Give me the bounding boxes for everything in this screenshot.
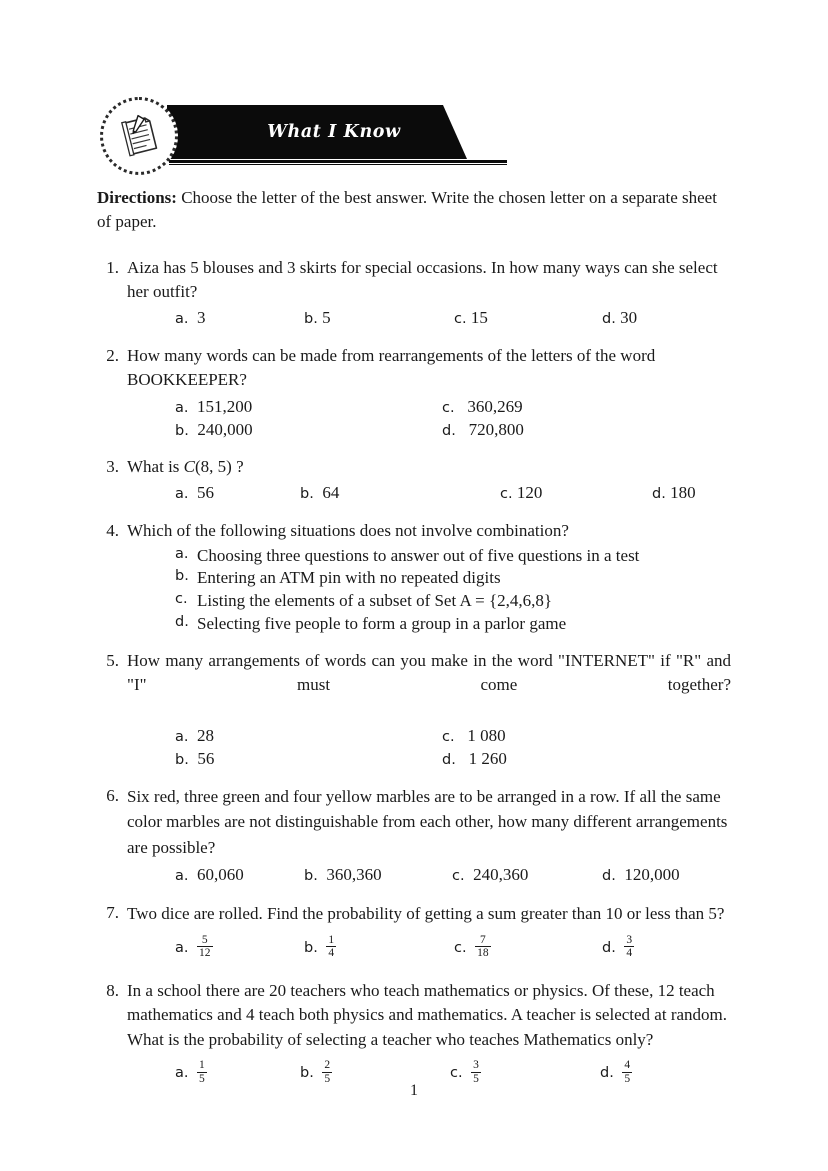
choice-label: d. <box>602 311 616 328</box>
notepad-pen-icon <box>100 97 178 175</box>
question-text: In a school there are 20 teachers who teach mathematics or physics. Of these, 12 teach mathematics and 4 teach both physics and mathematics. A teacher is selected at random. What is the probability of selecting a teacher who teaches Mathematics only? <box>127 980 727 1049</box>
choice-label: a. <box>175 545 189 562</box>
choice-group <box>97 724 731 771</box>
choice-value: 15 <box>470 308 488 328</box>
question-text <box>127 455 731 479</box>
choice-option[interactable] <box>304 863 382 888</box>
choice-option[interactable] <box>602 306 637 331</box>
choice-label: c. <box>454 939 467 956</box>
choice-group <box>97 863 731 887</box>
choice-value: 1 080 <box>467 725 506 745</box>
directions-text: Choose the letter of the best answer. Write the chosen letter on a separate sheet of paper. <box>97 188 717 232</box>
choice-label: b. <box>304 939 318 956</box>
choice-label: a. <box>175 939 189 956</box>
question-number: 7. <box>106 903 119 923</box>
choice-label: d. <box>442 422 456 439</box>
choice-value: Listing the elements of a subset of Set A = {2,4,6,8} <box>197 590 553 610</box>
choice-label: b. <box>300 485 314 502</box>
choice-option[interactable] <box>602 929 634 966</box>
question-item <box>97 979 731 1090</box>
choice-option[interactable] <box>97 545 731 568</box>
fraction-denominator: 12 <box>199 947 211 960</box>
choice-value: 240,000 <box>197 419 253 439</box>
choice-label: a. <box>175 868 189 885</box>
choice-option[interactable] <box>97 590 731 613</box>
choice-value: 60,060 <box>197 865 244 885</box>
question-number: 1. <box>106 258 119 277</box>
question-number: 5. <box>106 651 119 671</box>
choice-label: c. <box>452 868 465 885</box>
question-text: Six red, three green and four yellow marbles are to be arranged in a row. If all the same color marbles are not distinguishable from each other, how many different arrangements are possible? <box>127 786 728 858</box>
fraction-numerator: 1 <box>328 934 335 947</box>
fraction-denominator: 5 <box>324 1072 331 1085</box>
choice-label: a. <box>175 311 189 328</box>
choice-label: b. <box>300 1065 314 1082</box>
choice-label: d. <box>602 868 616 885</box>
fraction-numerator: 7 <box>479 934 486 947</box>
choice-option[interactable] <box>442 724 506 749</box>
page-number: 1 <box>410 1082 418 1099</box>
question-number: 6. <box>106 785 119 805</box>
fraction-denominator: 4 <box>328 947 335 960</box>
choice-label: b. <box>304 311 318 328</box>
question-item <box>97 519 731 636</box>
choice-label: c. <box>450 1065 463 1082</box>
fraction-denominator: 4 <box>626 947 633 960</box>
question-text: Two dice are rolled. Find the probability of getting a sum greater than 10 or less than 5? <box>127 904 725 924</box>
fraction-numerator: 5 <box>201 934 208 947</box>
choice-label: a. <box>175 485 189 502</box>
choice-option[interactable] <box>97 613 731 636</box>
question-text: Aiza has 5 blouses and 3 skirts for special occasions. In how many ways can she select her outfit? <box>127 258 718 302</box>
fraction-denominator: 5 <box>473 1072 479 1085</box>
fraction-numerator: 3 <box>626 934 633 947</box>
banner-underline-thick <box>169 160 507 163</box>
choice-option[interactable] <box>97 567 731 590</box>
choice-option[interactable] <box>442 395 523 420</box>
question-item <box>97 344 731 441</box>
fraction <box>326 934 336 960</box>
choice-value: 151,200 <box>197 396 253 416</box>
choice-option[interactable] <box>175 395 252 420</box>
question-number: 4. <box>106 520 119 540</box>
combination-symbol: C <box>183 456 195 476</box>
choice-label: b. <box>175 751 189 768</box>
choice-option[interactable] <box>300 481 339 506</box>
choice-value: 180 <box>670 482 696 502</box>
question-text-suffix: (8, 5) ? <box>195 456 244 476</box>
choice-option[interactable] <box>652 481 696 506</box>
choice-label: c. <box>442 399 455 416</box>
choice-value: 28 <box>197 725 214 745</box>
choice-option[interactable] <box>602 863 680 888</box>
fraction <box>624 934 634 960</box>
fraction-numerator: 3 <box>473 1059 479 1072</box>
question-item <box>97 784 731 887</box>
choice-label: a. <box>175 399 189 416</box>
choice-group <box>97 395 731 442</box>
choice-option[interactable] <box>175 747 214 772</box>
fraction-denominator: 5 <box>199 1072 205 1085</box>
choice-value: Entering an ATM pin with no repeated digits <box>197 568 501 588</box>
choice-label: d. <box>652 485 666 502</box>
question-text: Which of the following situations does not involve combination? <box>127 520 569 540</box>
choice-label: d. <box>602 939 616 956</box>
choice-option[interactable] <box>175 306 206 331</box>
choice-value: 120,000 <box>624 865 680 885</box>
choice-label: d. <box>442 751 456 768</box>
fraction-numerator: 4 <box>624 1059 631 1072</box>
question-item <box>97 256 731 330</box>
choice-group <box>97 545 731 635</box>
choice-value: 5 <box>322 308 331 328</box>
directions-label: Directions: <box>97 188 177 207</box>
choice-option[interactable] <box>500 481 542 506</box>
choice-label: c. <box>442 728 455 745</box>
choice-label: c. <box>500 485 513 502</box>
choice-value: 1 260 <box>468 748 507 768</box>
choice-option[interactable] <box>304 929 336 966</box>
choice-option[interactable] <box>175 724 214 749</box>
banner-title: What I Know <box>267 122 401 142</box>
choice-option[interactable] <box>175 418 253 443</box>
choice-option[interactable] <box>452 863 528 888</box>
question-text: How many arrangements of words can you make in the word "INTERNET" if "R" and "I" must come together? <box>127 651 731 695</box>
choice-label: a. <box>175 1065 189 1082</box>
choice-value: 360,360 <box>326 865 382 885</box>
question-item <box>97 455 731 505</box>
fraction-denominator: 5 <box>624 1072 631 1085</box>
directions-paragraph <box>97 186 731 234</box>
question-number: 3. <box>106 456 119 476</box>
question-text-prefix: What is <box>127 456 184 476</box>
choice-option[interactable] <box>175 481 214 506</box>
question-item <box>97 649 731 770</box>
fraction <box>197 934 213 960</box>
choice-value: 56 <box>197 482 214 502</box>
choice-value: 64 <box>322 482 340 502</box>
question-text: How many words can be made from rearrangements of the letters of the word BOOKKEEPER? <box>127 346 656 390</box>
choice-option[interactable] <box>442 747 507 772</box>
choice-label: c. <box>454 311 467 328</box>
choice-value: 30 <box>620 308 638 328</box>
choice-option[interactable] <box>304 306 331 331</box>
fraction <box>475 934 491 960</box>
choice-option[interactable] <box>175 929 213 966</box>
choice-value: 240,360 <box>473 865 529 885</box>
choice-option[interactable] <box>454 929 491 966</box>
choice-label: c. <box>175 590 188 607</box>
choice-value: Choosing three questions to answer out of five questions in a test <box>197 545 640 565</box>
question-number: 8. <box>106 980 119 1000</box>
question-list <box>97 256 731 1102</box>
fraction-denominator: 18 <box>477 947 489 960</box>
choice-group <box>97 929 731 965</box>
choice-value: 720,800 <box>468 419 524 439</box>
choice-label: d. <box>175 613 189 630</box>
section-header-banner <box>97 96 517 176</box>
choice-option[interactable] <box>454 306 488 331</box>
question-item <box>97 901 731 965</box>
choice-value: 3 <box>197 308 206 328</box>
fraction-numerator: 1 <box>199 1059 205 1072</box>
choice-label: b. <box>175 568 189 585</box>
choice-option[interactable] <box>175 863 244 888</box>
fraction-numerator: 2 <box>324 1059 331 1072</box>
choice-group <box>97 306 731 330</box>
choice-label: d. <box>600 1065 614 1082</box>
choice-value: Selecting five people to form a group in a parlor game <box>197 613 567 633</box>
choice-value: 56 <box>197 748 215 768</box>
choice-option[interactable] <box>442 418 524 443</box>
choice-label: b. <box>175 422 189 439</box>
choice-label: a. <box>175 728 189 745</box>
choice-value: 360,269 <box>467 396 523 416</box>
choice-value: 120 <box>516 482 543 502</box>
question-number: 2. <box>106 346 119 366</box>
banner-underline-thin <box>169 164 507 165</box>
choice-group <box>97 481 731 505</box>
choice-label: b. <box>304 868 318 885</box>
